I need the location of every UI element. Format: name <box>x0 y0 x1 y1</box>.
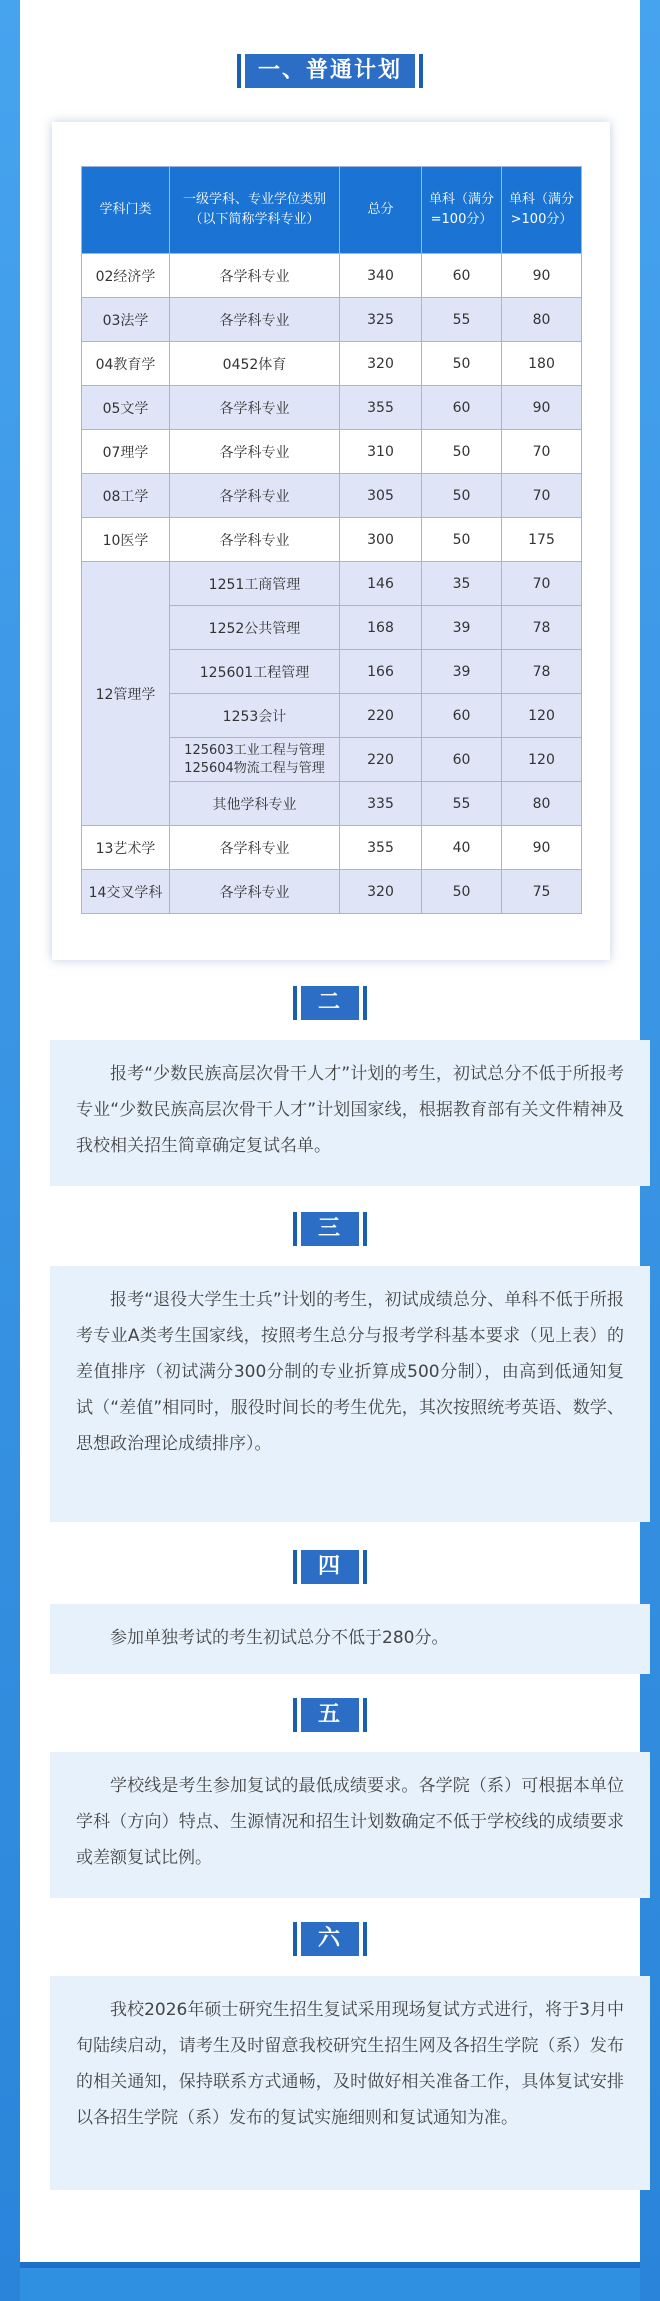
cell-total: 325 <box>340 298 422 342</box>
section-title: 五 <box>301 1698 359 1732</box>
table-row <box>82 254 582 298</box>
table-row <box>82 342 582 386</box>
table-row <box>82 562 582 606</box>
section-title: 四 <box>301 1550 359 1584</box>
cell-single-100: 60 <box>422 254 502 298</box>
heading-bar-left <box>237 54 241 88</box>
header-category: 学科门类 <box>82 167 170 254</box>
header-total: 总分 <box>340 167 422 254</box>
cell-total: 220 <box>340 738 422 782</box>
header-single-over-100: 单科（满分>100分） <box>502 167 582 254</box>
heading-bar-left <box>293 1550 297 1584</box>
cell-single-over-100: 175 <box>502 518 582 562</box>
section-text-5: 学校线是考生参加复试的最低成绩要求。各学院（系）可根据本单位学科（方向）特点、生源情况和招生计划数确定不低于学校线的成绩要求或差额复试比例。 <box>50 1752 650 1898</box>
cell-single-over-100: 80 <box>502 782 582 826</box>
section-heading-3 <box>293 1212 367 1246</box>
table-row <box>82 386 582 430</box>
cell-single-100: 50 <box>422 474 502 518</box>
section-text-6: 我校2026年硕士研究生招生复试采用现场复试方式进行，将于3月中旬陆续启动，请考生及时留意我校研究生招生网及各招生学院（系）发布的相关通知，保持联系方式通畅，及时做好相关准备工作，具体复试安排以各招生学院（系）发布的复试实施细则和复试通知为准。 <box>50 1976 650 2190</box>
header-major: 一级学科、专业学位类别（以下简称学科专业） <box>170 167 340 254</box>
cell-total: 335 <box>340 782 422 826</box>
score-table <box>81 166 582 914</box>
cell-single-over-100: 90 <box>502 826 582 870</box>
cell-total: 355 <box>340 386 422 430</box>
heading-bar-left <box>293 1922 297 1956</box>
heading-bar-left <box>293 986 297 1020</box>
cell-total: 355 <box>340 826 422 870</box>
heading-bar-right <box>363 1550 367 1584</box>
cell-major: 各学科专业 <box>170 826 340 870</box>
cell-single-100: 39 <box>422 650 502 694</box>
cell-major: 各学科专业 <box>170 518 340 562</box>
table-row <box>82 870 582 914</box>
cell-single-over-100: 120 <box>502 694 582 738</box>
cell-category: 07理学 <box>82 430 170 474</box>
table-row <box>82 474 582 518</box>
table-row <box>82 826 582 870</box>
section-text-4: 参加单独考试的考生初试总分不低于280分。 <box>50 1604 650 1674</box>
section-heading-5 <box>293 1698 367 1732</box>
cell-single-100: 60 <box>422 386 502 430</box>
cell-total: 168 <box>340 606 422 650</box>
section-title: 一、普通计划 <box>245 54 415 88</box>
heading-bar-left <box>293 1212 297 1246</box>
cell-single-over-100: 70 <box>502 430 582 474</box>
cell-major: 各学科专业 <box>170 474 340 518</box>
cell-single-100: 55 <box>422 782 502 826</box>
cell-total: 310 <box>340 430 422 474</box>
cell-major: 0452体育 <box>170 342 340 386</box>
cell-major: 1253会计 <box>170 694 340 738</box>
heading-bar-right <box>363 1698 367 1732</box>
heading-bar-right <box>419 54 423 88</box>
cell-single-100: 50 <box>422 870 502 914</box>
cell-single-100: 39 <box>422 606 502 650</box>
section-heading-1 <box>237 54 423 88</box>
heading-bar-right <box>363 1922 367 1956</box>
cell-total: 220 <box>340 694 422 738</box>
cell-major: 各学科专业 <box>170 430 340 474</box>
cell-category: 14交叉学科 <box>82 870 170 914</box>
table-row <box>82 298 582 342</box>
cell-total: 146 <box>340 562 422 606</box>
table-row <box>82 430 582 474</box>
cell-major: 其他学科专业 <box>170 782 340 826</box>
cell-major: 125601工程管理 <box>170 650 340 694</box>
section-text-3: 报考“退役大学生士兵”计划的考生，初试成绩总分、单科不低于所报考专业A类考生国家线，按照考生总分与报考学科基本要求（见上表）的差值排序（初试满分300分制的专业折算成500分制），由高到低通知复试（“差值”相同时，服役时间长的考生优先，其次按照统考英语、数学、思想政治理论成绩排序）。 <box>50 1266 650 1522</box>
heading-bar-left <box>293 1698 297 1732</box>
cell-major: 各学科专业 <box>170 870 340 914</box>
heading-bar-right <box>363 1212 367 1246</box>
section-title: 六 <box>301 1922 359 1956</box>
heading-bar-right <box>363 986 367 1020</box>
page-frame <box>20 0 640 2268</box>
header-single-100: 单科（满分=100分） <box>422 167 502 254</box>
cell-major: 1252公共管理 <box>170 606 340 650</box>
cell-single-100: 60 <box>422 694 502 738</box>
cell-major <box>170 738 340 782</box>
cell-single-over-100: 90 <box>502 254 582 298</box>
cell-major: 1251工商管理 <box>170 562 340 606</box>
section-text-2: 报考“少数民族高层次骨干人才”计划的考生，初试总分不低于所报考专业“少数民族高层次骨干人才”计划国家线，根据教育部有关文件精神及我校相关招生简章确定复试名单。 <box>50 1040 650 1186</box>
cell-single-100: 35 <box>422 562 502 606</box>
cell-category: 04教育学 <box>82 342 170 386</box>
cell-single-over-100: 78 <box>502 650 582 694</box>
section-heading-4 <box>293 1550 367 1584</box>
cell-single-over-100: 90 <box>502 386 582 430</box>
score-table-card <box>52 122 610 960</box>
left-border <box>0 0 20 2301</box>
cell-total: 300 <box>340 518 422 562</box>
cell-single-over-100: 180 <box>502 342 582 386</box>
major-line-1: 125603工业工程与管理 <box>184 742 325 758</box>
cell-category-management: 12管理学 <box>82 562 170 826</box>
cell-major: 各学科专业 <box>170 386 340 430</box>
cell-category: 05文学 <box>82 386 170 430</box>
cell-single-over-100: 120 <box>502 738 582 782</box>
cell-total: 340 <box>340 254 422 298</box>
cell-major: 各学科专业 <box>170 254 340 298</box>
major-line-2: 125604物流工程与管理 <box>184 760 325 776</box>
section-title: 二 <box>301 986 359 1020</box>
cell-category: 03法学 <box>82 298 170 342</box>
table-header-row <box>82 167 582 254</box>
cell-major: 各学科专业 <box>170 298 340 342</box>
cell-category: 13艺术学 <box>82 826 170 870</box>
cell-single-over-100: 75 <box>502 870 582 914</box>
cell-category: 02经济学 <box>82 254 170 298</box>
cell-single-over-100: 70 <box>502 562 582 606</box>
section-heading-6 <box>293 1922 367 1956</box>
cell-category: 10医学 <box>82 518 170 562</box>
cell-single-100: 55 <box>422 298 502 342</box>
cell-total: 166 <box>340 650 422 694</box>
cell-single-over-100: 70 <box>502 474 582 518</box>
cell-total: 320 <box>340 342 422 386</box>
cell-total: 305 <box>340 474 422 518</box>
cell-single-over-100: 80 <box>502 298 582 342</box>
cell-total: 320 <box>340 870 422 914</box>
cell-single-100: 60 <box>422 738 502 782</box>
cell-single-100: 40 <box>422 826 502 870</box>
cell-single-100: 50 <box>422 430 502 474</box>
section-title: 三 <box>301 1212 359 1246</box>
cell-category: 08工学 <box>82 474 170 518</box>
cell-single-over-100: 78 <box>502 606 582 650</box>
cell-single-100: 50 <box>422 518 502 562</box>
cell-single-100: 50 <box>422 342 502 386</box>
section-heading-2 <box>293 986 367 1020</box>
table-row <box>82 518 582 562</box>
